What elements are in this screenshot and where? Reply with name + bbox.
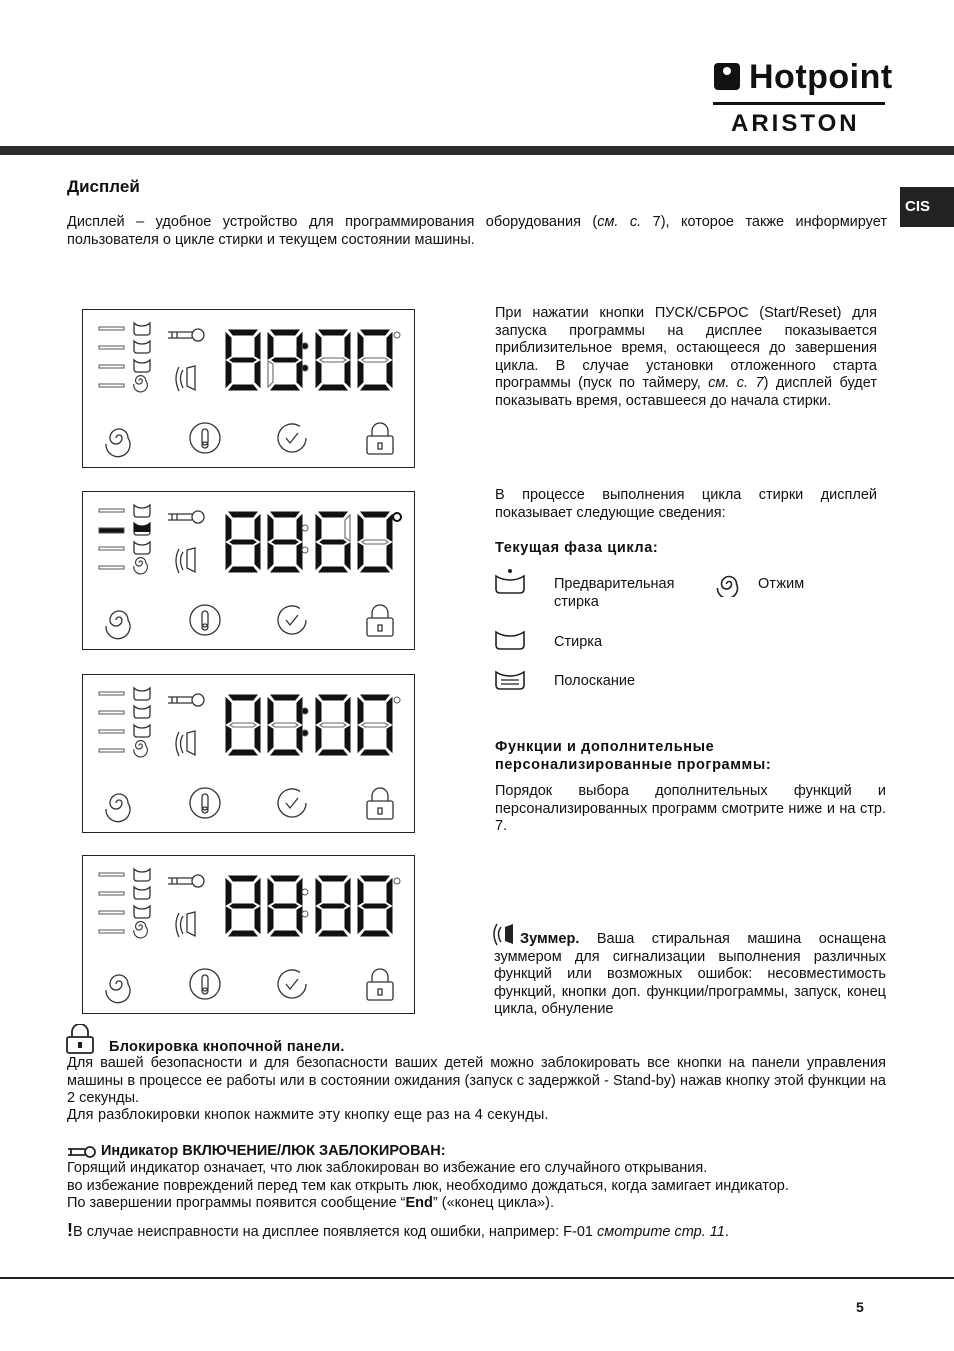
colon-dot xyxy=(302,708,308,714)
phase-indicator-bar xyxy=(99,346,124,349)
door-lock-indicator-icon xyxy=(168,511,204,523)
rinse-phase-icon xyxy=(134,542,150,554)
phase-indicator-bar xyxy=(99,711,124,714)
degree-indicator xyxy=(393,513,401,521)
phase-indicator-bar xyxy=(99,911,124,914)
degree-indicator xyxy=(394,332,400,338)
phase-indicator-bar xyxy=(99,873,124,876)
error-note: !В случае неисправности на дисплее появляется код ошибки, например: F-01 смотрите стр. 11. xyxy=(67,1220,729,1240)
buzzer-paragraph: Зуммер. Ваша стиральная машина оснащена зуммером для сигнализации выполнения различных функций или возможных ошибок: несовместимость функций, кнопки доп. функции/программы, запуск, конец цикла, обнуление xyxy=(494,931,886,1017)
delay-timer-button-icon xyxy=(278,789,306,817)
seven-segment-digit xyxy=(226,330,260,390)
start-reset-paragraph: При нажатии кнопки ПУСК/СБРОС (Start/Reset) для запуска программы на дисплее показывается приблизительное время, остающееся до завершения цикла. В случае установки отложенного старта программы (пуск по таймеру, см. с. 7) дисплей будет показывать время, оставшееся до начала стирки. xyxy=(495,305,877,409)
phase-indicator-bar xyxy=(99,749,124,752)
buzzer-indicator-icon xyxy=(176,731,195,756)
buzzer-indicator-icon xyxy=(176,366,195,391)
prewash-label: Предварительная стирка xyxy=(554,576,675,610)
lock-button-icon xyxy=(367,788,393,819)
wash-label: Стирка xyxy=(554,634,603,650)
wash-icon xyxy=(494,628,526,652)
degree-indicator xyxy=(394,697,400,703)
seven-segment-digit xyxy=(268,330,302,390)
phase-indicator-bar xyxy=(99,384,124,387)
footer-rule xyxy=(0,1277,954,1279)
spin-button-icon xyxy=(106,794,130,822)
brand-sub: ARISTON xyxy=(731,110,860,137)
phase-indicator-bar xyxy=(99,566,124,569)
wash-phase-icon xyxy=(134,341,150,353)
seven-segment-digit xyxy=(226,695,260,755)
lock-button-icon xyxy=(367,423,393,454)
seven-segment-digit xyxy=(268,512,302,572)
rinse-phase-icon xyxy=(134,906,150,918)
spin-phase-icon xyxy=(134,922,148,938)
spin-label: Отжим xyxy=(758,576,805,592)
buzzer-indicator-icon xyxy=(176,912,195,937)
page-number: 5 xyxy=(856,1299,864,1315)
door-lock-heading: Индикатор ВКЛЮЧЕНИЕ/ЛЮК ЗАБЛОКИРОВАН: xyxy=(101,1143,446,1159)
seven-segment-digit xyxy=(268,695,302,755)
seven-segment-digit xyxy=(316,876,350,936)
seven-segment-digit xyxy=(358,330,392,390)
display-panel-temp-graphic xyxy=(83,492,416,651)
phase-indicator-bar xyxy=(99,730,124,733)
colon-dot xyxy=(302,365,308,371)
lock-button-icon xyxy=(367,969,393,1000)
door-lock-text: Горящий индикатор означает, что люк заблокирован во избежание его случайного открывания. во избежание повреждений перед тем как открыть люк, необходимо дождаться, когда замигает индикатор. По завершении программы появится сообщение “End” («конец цикла»). xyxy=(67,1160,789,1211)
display-panel-zero xyxy=(82,674,415,833)
seven-segment-digit xyxy=(358,695,392,755)
spin-button-icon xyxy=(106,611,130,639)
colon-dot xyxy=(302,547,308,553)
language-tab: CIS xyxy=(900,187,954,227)
spin-button-icon xyxy=(106,975,130,1003)
phase-indicator-bar xyxy=(99,365,124,368)
phase-indicator-bar xyxy=(99,892,124,895)
header-bar xyxy=(0,146,954,155)
lock-panel-unlock-text: Для разблокировки кнопок нажмите эту кнопку еще раз на 4 секунды. xyxy=(67,1107,549,1123)
rinse-phase-icon xyxy=(134,360,150,372)
delay-timer-button-icon xyxy=(278,606,306,634)
prewash-icon xyxy=(494,568,526,594)
lock-button-icon xyxy=(367,605,393,636)
phase-indicator-bar xyxy=(99,509,124,512)
door-lock-indicator-icon xyxy=(168,875,204,887)
seven-segment-digit xyxy=(316,512,350,572)
door-lock-key-icon xyxy=(67,1145,97,1159)
phase-indicator-bar xyxy=(99,547,124,550)
prewash-phase-icon xyxy=(134,688,150,700)
display-panel-time-graphic xyxy=(83,310,416,469)
delay-timer-button-icon xyxy=(278,424,306,452)
colon-dot xyxy=(302,889,308,895)
brand-divider xyxy=(713,102,885,105)
spin-phase-icon xyxy=(134,376,148,392)
temperature-button-icon xyxy=(190,605,220,635)
spin-button-icon xyxy=(106,429,130,457)
display-panel-lock xyxy=(82,855,415,1014)
rinse-icon xyxy=(494,668,526,692)
wash-phase-icon xyxy=(134,706,150,718)
temperature-button-icon xyxy=(190,969,220,999)
rinse-phase-icon xyxy=(134,725,150,737)
seven-segment-digit xyxy=(358,876,392,936)
spin-phase-icon xyxy=(134,558,148,574)
seven-segment-digit xyxy=(268,876,302,936)
phase-indicator-bar xyxy=(99,327,124,330)
seven-segment-digit xyxy=(316,695,350,755)
cycle-info-paragraph: В процессе выполнения цикла стирки дисплей показывает следующие сведения: xyxy=(495,487,877,521)
colon-dot xyxy=(302,525,308,531)
wash-phase-icon xyxy=(134,887,150,899)
rinse-label: Полоскание xyxy=(554,673,636,689)
door-lock-indicator-icon xyxy=(168,694,204,706)
door-lock-indicator-icon xyxy=(168,329,204,341)
spin-icon xyxy=(716,571,742,597)
colon-dot xyxy=(302,911,308,917)
phase-indicator-bar xyxy=(99,692,124,695)
seven-segment-digit xyxy=(358,512,392,572)
brand-logo-icon xyxy=(713,62,741,92)
colon-dot xyxy=(302,730,308,736)
functions-paragraph: Порядок выбора дополнительных функций и персонализированных программ смотрите ниже и на стр. 7. xyxy=(495,783,886,834)
temperature-button-icon xyxy=(190,423,220,453)
seven-segment-digit xyxy=(226,512,260,572)
phase-heading: Текущая фаза цикла: xyxy=(495,540,659,556)
temperature-button-icon xyxy=(190,788,220,818)
degree-indicator xyxy=(394,878,400,884)
prewash-phase-icon xyxy=(134,323,150,335)
lock-panel-heading: Блокировка кнопочной панели. xyxy=(109,1039,345,1055)
seven-segment-digit xyxy=(316,330,350,390)
functions-heading: Функции и дополнительные персонализированные программы: xyxy=(495,739,772,773)
display-panel-temp xyxy=(82,491,415,650)
delay-timer-button-icon xyxy=(278,970,306,998)
prewash-phase-icon xyxy=(134,505,150,517)
brand-name: Hotpoint xyxy=(749,58,893,96)
child-lock-icon xyxy=(66,1024,94,1054)
display-panel-time xyxy=(82,309,415,468)
seven-segment-digit xyxy=(226,876,260,936)
spin-phase-icon xyxy=(134,741,148,757)
colon-dot xyxy=(302,343,308,349)
phase-indicator-bar xyxy=(99,930,124,933)
page-title: Дисплей xyxy=(67,177,140,196)
buzzer-indicator-icon xyxy=(176,548,195,573)
lock-panel-text: Для вашей безопасности и для безопасности ваших детей можно заблокировать все кнопки на панели управления машины в процессе ее работы или в состоянии ожидания (запуск с задержкой - Stand-by) нажав кнопку этой функции на 2 секунды. xyxy=(67,1055,886,1106)
display-panel-zero-graphic xyxy=(83,675,416,834)
display-panel-lock-graphic xyxy=(83,856,416,1015)
brand-logo xyxy=(713,58,893,137)
phase-indicator-bar xyxy=(99,528,124,533)
prewash-phase-icon xyxy=(134,869,150,881)
intro-paragraph: Дисплей – удобное устройство для программирования оборудования (см. с. 7), которое также информирует пользователя о цикле стирки и текущем состоянии машины. xyxy=(67,214,887,248)
